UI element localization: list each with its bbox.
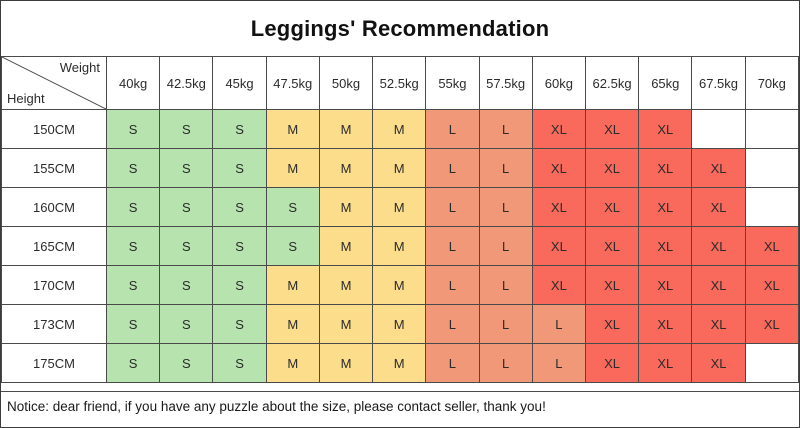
axis-label-height: Height (7, 91, 45, 106)
size-cell (692, 110, 745, 149)
size-cell: XL (585, 188, 638, 227)
size-cell: XL (745, 266, 798, 305)
weight-column-header: 67.5kg (692, 57, 745, 110)
size-cell: XL (585, 110, 638, 149)
size-cell: S (160, 266, 213, 305)
size-cell: XL (532, 188, 585, 227)
weight-column-header: 55kg (426, 57, 479, 110)
size-cell: S (160, 149, 213, 188)
size-cell: XL (639, 188, 692, 227)
size-cell: S (266, 188, 319, 227)
page-title: Leggings' Recommendation (250, 16, 550, 41)
weight-column-header: 40kg (107, 57, 160, 110)
size-cell: XL (532, 149, 585, 188)
table-row (2, 149, 799, 188)
size-cell: XL (692, 149, 745, 188)
size-cell: XL (585, 227, 638, 266)
size-cell: L (479, 110, 532, 149)
height-row-header: 160CM (2, 188, 107, 227)
size-cell: S (107, 266, 160, 305)
size-cell (745, 149, 798, 188)
size-cell: XL (585, 149, 638, 188)
height-row-header: 155CM (2, 149, 107, 188)
size-cell: M (319, 227, 372, 266)
weight-column-header: 57.5kg (479, 57, 532, 110)
size-cell: M (266, 344, 319, 383)
size-cell: XL (532, 227, 585, 266)
table-row (2, 110, 799, 149)
size-cell: M (373, 266, 426, 305)
size-cell: M (373, 188, 426, 227)
size-cell: S (213, 188, 266, 227)
size-cell: S (107, 149, 160, 188)
weight-column-header: 60kg (532, 57, 585, 110)
size-cell: M (266, 305, 319, 344)
size-cell: L (426, 227, 479, 266)
height-row-header: 165CM (2, 227, 107, 266)
header-row (2, 57, 799, 110)
weight-column-header: 42.5kg (160, 57, 213, 110)
weight-column-header: 62.5kg (585, 57, 638, 110)
table-row (2, 188, 799, 227)
size-cell: S (107, 227, 160, 266)
table-row (2, 344, 799, 383)
size-cell: XL (692, 188, 745, 227)
size-cell: S (213, 110, 266, 149)
size-cell: XL (639, 344, 692, 383)
size-cell: S (160, 110, 213, 149)
size-cell: S (160, 227, 213, 266)
size-cell: L (479, 149, 532, 188)
size-cell: L (532, 305, 585, 344)
size-cell: M (373, 149, 426, 188)
size-cell: S (107, 188, 160, 227)
size-cell: S (107, 110, 160, 149)
weight-column-header: 52.5kg (373, 57, 426, 110)
size-cell: XL (745, 227, 798, 266)
size-cell: S (213, 266, 266, 305)
size-cell: M (319, 188, 372, 227)
size-cell: XL (692, 227, 745, 266)
size-cell: M (373, 110, 426, 149)
size-cell: S (213, 344, 266, 383)
size-cell: L (426, 344, 479, 383)
size-cell: XL (585, 266, 638, 305)
table-row (2, 305, 799, 344)
size-table-wrap (1, 56, 799, 391)
table-header (2, 57, 799, 110)
size-cell (745, 110, 798, 149)
size-table (1, 56, 799, 383)
size-cell: S (107, 344, 160, 383)
height-row-header: 170CM (2, 266, 107, 305)
size-cell: XL (692, 344, 745, 383)
size-cell (745, 188, 798, 227)
size-cell: XL (639, 266, 692, 305)
size-cell (745, 344, 798, 383)
weight-column-header: 45kg (213, 57, 266, 110)
size-cell: XL (639, 110, 692, 149)
size-cell: M (319, 149, 372, 188)
size-cell: M (319, 344, 372, 383)
bottom-whitespace (1, 419, 799, 427)
size-cell: M (373, 344, 426, 383)
size-cell: XL (692, 266, 745, 305)
height-row-header: 175CM (2, 344, 107, 383)
size-cell: M (266, 110, 319, 149)
size-cell: S (160, 305, 213, 344)
size-cell: S (107, 305, 160, 344)
height-row-header: 173CM (2, 305, 107, 344)
axis-label-weight: Weight (59, 60, 100, 75)
size-cell: XL (532, 266, 585, 305)
size-cell: M (266, 149, 319, 188)
weight-column-header: 65kg (639, 57, 692, 110)
size-cell: XL (639, 227, 692, 266)
size-cell: L (479, 188, 532, 227)
table-row (2, 227, 799, 266)
size-cell: L (479, 266, 532, 305)
size-cell: M (319, 110, 372, 149)
size-cell: M (373, 227, 426, 266)
size-cell: S (160, 344, 213, 383)
notice-text: Notice: dear friend, if you have any puzzle about the size, please contact seller, thank you! (1, 391, 799, 419)
size-cell: XL (745, 305, 798, 344)
size-cell: XL (639, 149, 692, 188)
size-cell: L (426, 110, 479, 149)
size-cell: S (213, 149, 266, 188)
size-cell: L (479, 344, 532, 383)
size-cell: L (426, 188, 479, 227)
size-cell: XL (532, 110, 585, 149)
weight-column-header: 47.5kg (266, 57, 319, 110)
size-cell: S (213, 305, 266, 344)
table-row (2, 266, 799, 305)
size-cell: L (479, 227, 532, 266)
size-cell: M (373, 305, 426, 344)
size-cell: L (532, 344, 585, 383)
size-cell: M (266, 266, 319, 305)
size-cell: S (266, 227, 319, 266)
size-cell: L (479, 305, 532, 344)
size-cell: L (426, 149, 479, 188)
table-body (2, 110, 799, 383)
size-cell: XL (585, 344, 638, 383)
size-cell: XL (585, 305, 638, 344)
size-cell: XL (639, 305, 692, 344)
weight-column-header: 50kg (319, 57, 372, 110)
size-cell: S (160, 188, 213, 227)
size-cell: S (213, 227, 266, 266)
size-cell: L (426, 266, 479, 305)
height-row-header: 150CM (2, 110, 107, 149)
size-cell: L (426, 305, 479, 344)
size-cell: XL (692, 305, 745, 344)
size-cell: M (319, 305, 372, 344)
size-cell: M (319, 266, 372, 305)
axis-corner-cell (2, 57, 107, 110)
weight-column-header: 70kg (745, 57, 798, 110)
